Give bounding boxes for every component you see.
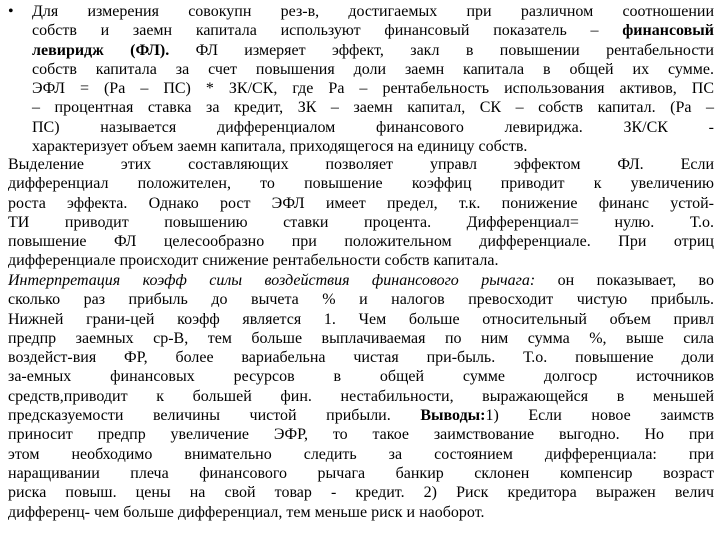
text-line: – процентная ставка за кредит, ЗК – заемн капитал, СК – собств капитал. (Ра –: [32, 99, 714, 117]
text-line: Для измерения совокупн рез-в, достигаемых при различном соотношении: [32, 3, 714, 20]
text-line: дифференциале происходит снижение рентабельности собств капитала.: [8, 252, 499, 270]
term-bold: финансовый: [622, 22, 714, 40]
text-line: Выделение этих составляющих позволяет управл эффектом ФЛ. Если: [8, 156, 714, 173]
paragraph-financial-leverage: [8, 2, 714, 156]
text-line: воздейст-вия ФР, более вариабельна чистая при-быль. Т.о. повышение доли: [8, 349, 714, 367]
text-line: повышение ФЛ целесообразно при положительном дифференциале. При отриц: [8, 233, 714, 251]
text-line: роста эффекта. Однако рост ЭФЛ имеет предел, т.к. понижение финанс устой-: [8, 194, 714, 212]
text-line: левиридж (ФЛ). ФЛ измеряет эффект, закл в повышении рентабельности: [32, 41, 714, 59]
text-line: ЭФЛ = (Ра – ПС) * ЗК/СК, где Ра – рентабельность использования активов, ПС: [32, 80, 714, 98]
text-line: Нижней грани-цей коэфф является 1. Чем больше относительный объем привл: [8, 310, 714, 328]
text-line: собств и заемн капитала используют финансовый показатель – финансовый: [32, 22, 714, 40]
text-line: за-емных финансовых ресурсов в общей сумме долгоср источников: [8, 368, 714, 386]
text-line: собств капитала за счет повышения доли заемн капитала в общей их сумме.: [32, 60, 714, 78]
conclusions-label: Выводы:: [420, 407, 486, 425]
text-line: приносит предпр увеличение ЭФР, то такое заимствование выгодно. Но при: [8, 426, 714, 444]
text-line: средств,приводит к большей фин. нестабильности, выражающейся в меньшей: [8, 387, 714, 405]
text-line: предпр заемных ср-В, тем больше выплачиваемая по ним сумма %, выше сила: [8, 329, 714, 347]
term-bold: левиридж (ФЛ).: [32, 41, 170, 59]
heading-italic: Интерпретация коэфф силы воздействия финансового рычага:: [8, 272, 536, 289]
bullet-icon: •: [8, 3, 14, 20]
text-line: этом необходимо внимательно следить за состоянием дифференциала: при: [8, 445, 714, 463]
text-line: ТИ приводит повышению ставки процента. Дифференциал= нулю. Т.о.: [8, 213, 714, 231]
text-line: ПС) называется дифференциалом финансового левириджа. ЗК/СК -: [32, 118, 714, 136]
paragraph-interpretation: [8, 271, 714, 522]
text-line: дифференц- чем больше дифференциал, тем меньше риск и наоборот.: [8, 503, 485, 521]
text-line: сколько раз прибыль до вычета % и налогов превосходит чистую прибыль.: [8, 291, 714, 309]
text-line: характеризует объем заемн капитала, приходящегося на единицу собств.: [32, 138, 528, 156]
paragraph-components: [8, 155, 714, 271]
text-line: предсказуемости величины чистой прибыли. Выводы:1) Если новое заимств: [8, 407, 715, 425]
text-line: дифференциал положителен, то повышение коэффиц приводит к увеличению: [8, 175, 714, 193]
text-line: наращивании плеча финансового рычага банкир склонен компенсир возраст: [8, 464, 714, 482]
text-line: Интерпретация коэфф силы воздействия финансового рычага: он показывает, во: [8, 272, 714, 289]
text-line: риска повыш. цены на свой товар - кредит. 2) Риск кредитора выражен велич: [8, 484, 714, 502]
